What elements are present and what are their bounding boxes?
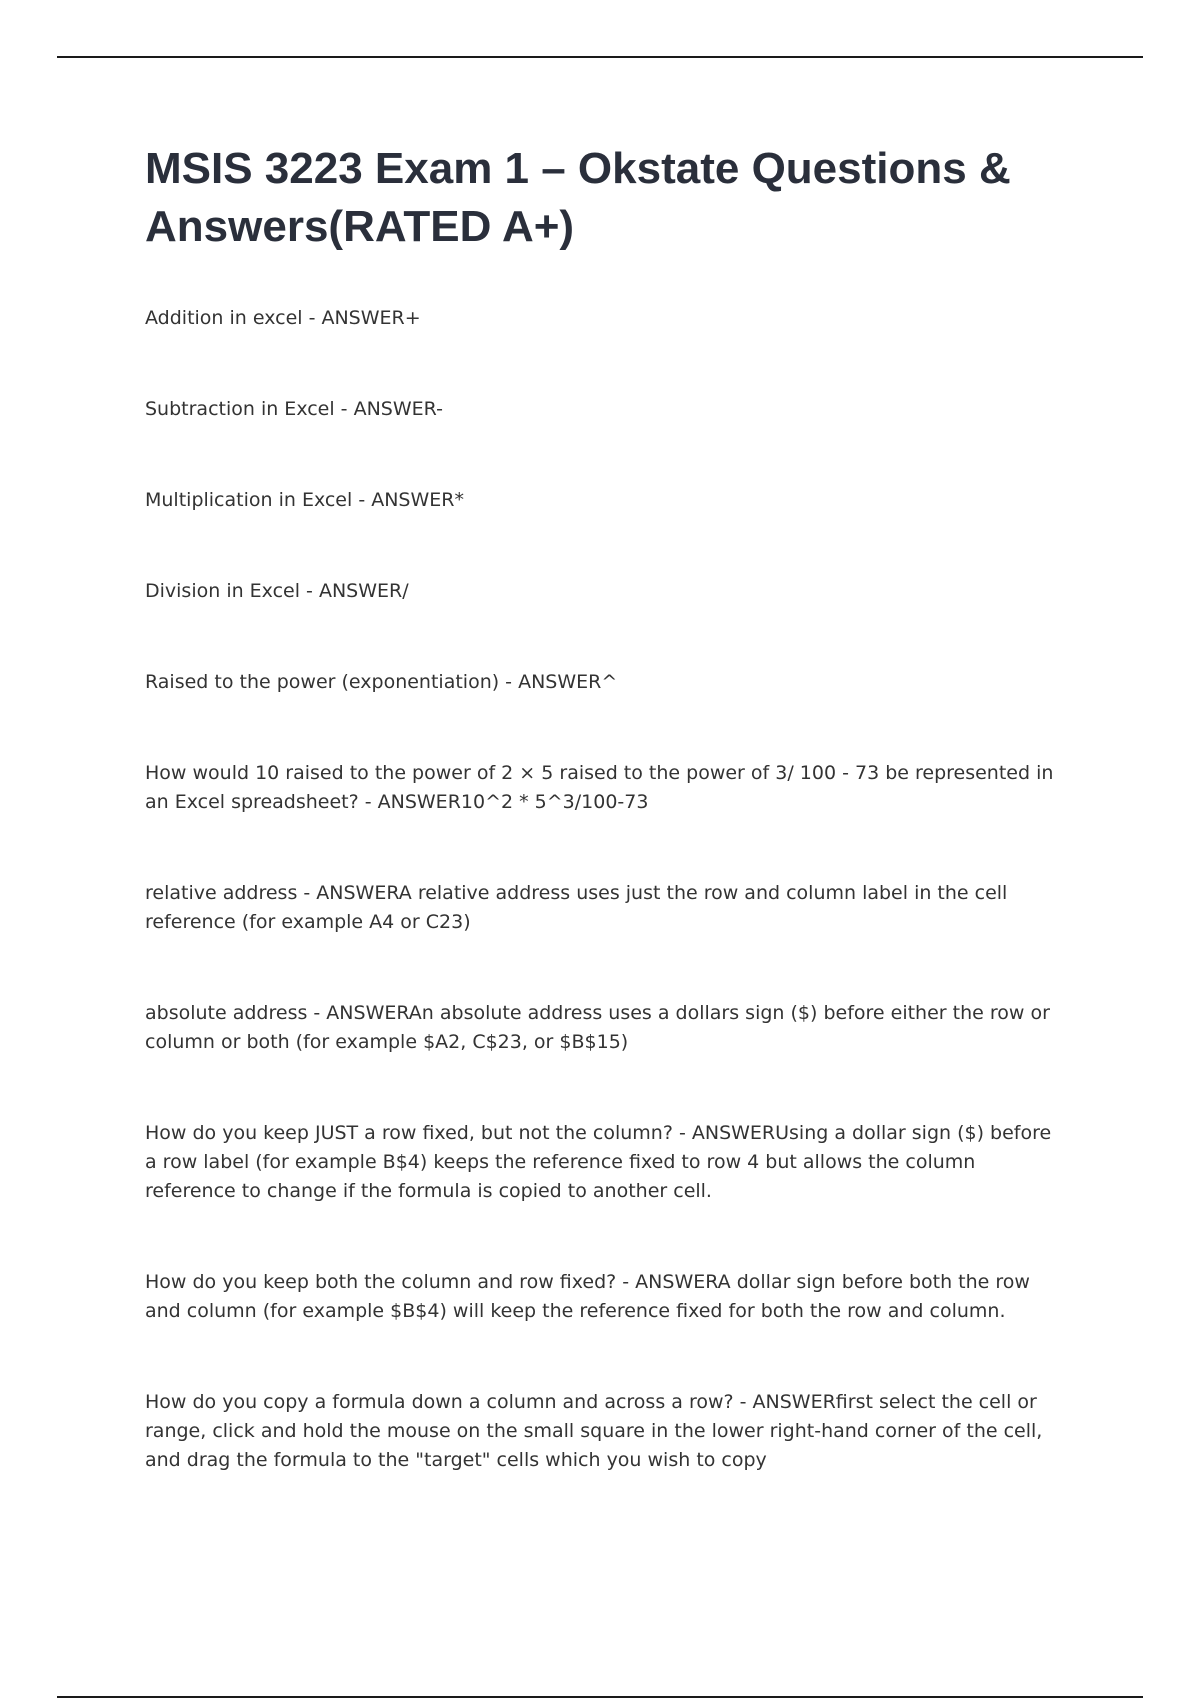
qa-item-row-fixed: How do you keep JUST a row fixed, but not the column? - ANSWERUsing a dollar sign ($) before a row label (for example B$4) keeps the reference fixed to row 4 but allows the column reference to change if the formula is copied to another cell. [145, 1122, 1052, 1202]
qa-item-exponentiation: Raised to the power (exponentiation) - ANSWER^ [145, 671, 618, 693]
qa-item-subtraction: Subtraction in Excel - ANSWER- [145, 398, 443, 420]
qa-item-absolute-address: absolute address - ANSWERAn absolute address uses a dollars sign ($) before either the row or column or both (for example $A2, C$23, or $B$15) [145, 1002, 1050, 1053]
qa-item-addition: Addition in excel - ANSWER+ [145, 307, 421, 329]
qa-item-copy-formula: How do you copy a formula down a column and across a row? - ANSWERfirst select the cell or range, click and hold the mouse on the small square in the lower right-hand corner of the cell, and drag the formula to the "target" cells which you wish to copy [145, 1391, 1043, 1471]
qa-item-formula-example: How would 10 raised to the power of 2 × 5 raised to the power of 3/ 100 - 73 be represented in an Excel spreadsheet? - ANSWER10^2 * 5^3/100-73 [145, 762, 1054, 813]
qa-item-both-fixed: How do you keep both the column and row fixed? - ANSWERA dollar sign before both the row and column (for example $B$4) will keep the reference fixed for both the row and column. [145, 1271, 1030, 1322]
top-rule [57, 56, 1143, 58]
qa-item-division: Division in Excel - ANSWER/ [145, 580, 409, 602]
bottom-rule [57, 1696, 1143, 1698]
qa-item-relative-address: relative address - ANSWERA relative address uses just the row and column label in the cell reference (for example A4 or C23) [145, 882, 1008, 933]
document-title: MSIS 3223 Exam 1 – Okstate Questions & Answers(RATED A+) [145, 144, 1011, 251]
qa-list [145, 304, 1065, 1475]
document-body [145, 140, 1065, 1475]
qa-item-multiplication: Multiplication in Excel - ANSWER* [145, 489, 464, 511]
